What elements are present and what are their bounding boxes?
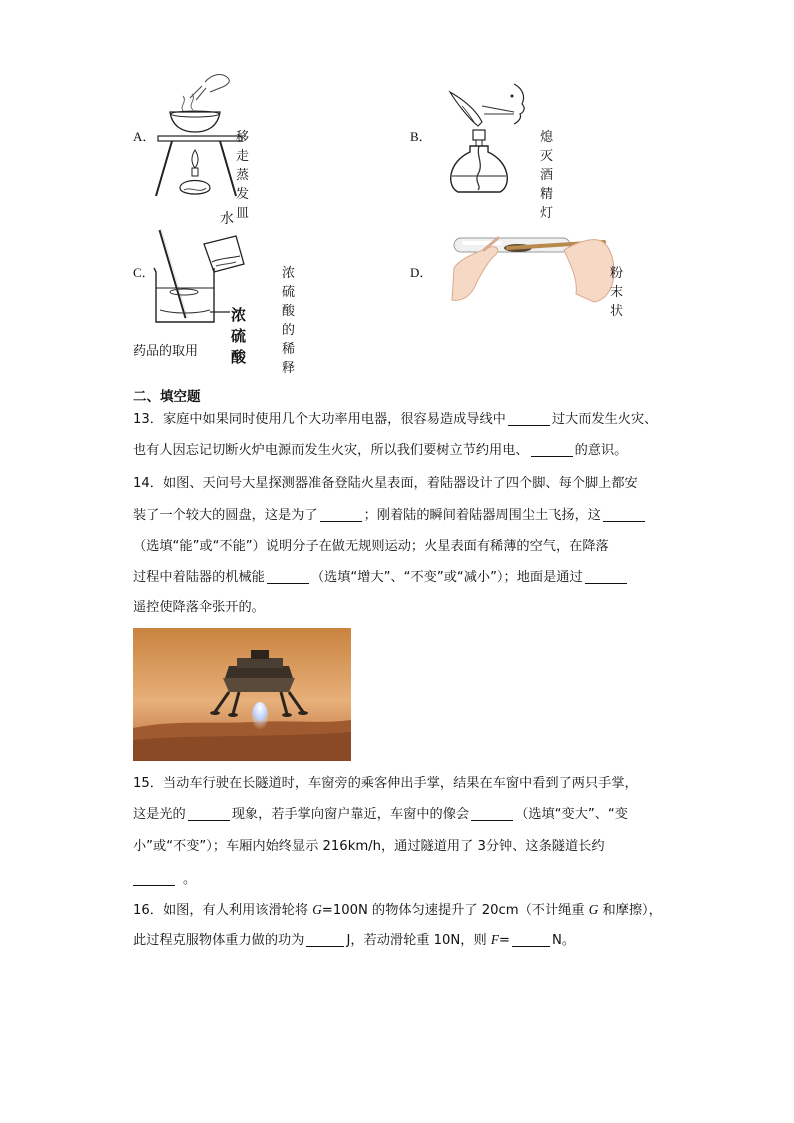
section-title: 二、填空题 [133,389,201,405]
q14-line-2: 装了一个较大的圆盘，这是为了 ；刚着陆的瞬间着陆器周围尘土飞扬，这 [133,506,647,526]
answer-blank[interactable] [512,932,550,947]
answer-blank[interactable] [603,507,645,522]
answer-blank[interactable] [531,442,573,457]
answer-blank[interactable] [306,932,344,947]
answer-blank[interactable] [188,806,230,821]
option-c-label: 浓硫酸的稀释 [282,266,296,376]
q14-line-4: 过程中着陆器的机械能 （选填“增大”、“不变”或“减小”）；地面是通过 [133,568,629,588]
q15-line-2: 这是光的 现象，若手掌向窗户靠近，车窗中的像会 （选填“变大”、“变 [133,807,628,822]
q15-line-1: 15．当动车行驶在长隧道时，车窗旁的乘客伸出手掌，结果在车窗中看到了两只手掌， [133,776,638,791]
alcohol-lamp-illustration [430,82,540,194]
q14-line-5: 遥控使降落伞张开的。 [133,600,265,615]
answer-blank[interactable] [133,871,175,886]
option-c-letter: C． [133,265,155,280]
water-label: 水 [220,211,234,227]
q13-line-2: 也有人因忘记切断火炉电源而发生火灾，所以我们要树立节约用电、 的意识。 [133,443,628,458]
answer-blank[interactable] [508,411,550,426]
answer-blank[interactable] [320,507,362,522]
q13-line-1: 13．家庭中如果同时使用几个大功率用电器，很容易造成导线中 过大而发生火灾、 [133,412,658,427]
q14-line-3: （选填“能”或“不能”）说明分子在做无规则运动；火星表面有稀薄的空气，在降落 [133,539,609,554]
option-a-label: 移走蒸发皿 [236,130,250,221]
evaporating-dish-illustration [150,68,250,203]
q16-line-1: 16．如图，有人利用该滑轮将 G=100N 的物体匀速提升了 20cm（不计绳重 G 和摩擦）， [133,902,662,918]
answer-blank[interactable] [471,806,513,821]
option-d-label: 粉末状 [610,266,624,319]
option-a-letter: A． [133,129,156,144]
option-d-tail: 药品的取用 [133,344,199,359]
mars-lander-photo [133,628,351,761]
q14-line-1: 14．如图、天问号大星探测器准备登陆火星表面，着陆器设计了四个脚、每个脚上都安 [133,476,638,491]
q15-line-4: 。 [133,870,196,890]
answer-blank[interactable] [585,569,627,584]
acid-label: 浓硫酸 [231,306,247,366]
option-d-letter: D． [410,265,433,280]
q16-line-2: 此过程克服物体重力做的功为 J，若动滑轮重 10N，则 F= N。 [133,932,576,948]
option-b-letter: B． [410,129,432,144]
q15-line-3: 小”或“不变”）；车厢内始终显示 216km/h，通过隧道用了 3分钟、这条隧道长约 [133,839,605,854]
option-b-label: 熄灭酒精灯 [540,130,554,221]
test-tube-powder-illustration [448,228,618,308]
answer-blank[interactable] [267,569,309,584]
